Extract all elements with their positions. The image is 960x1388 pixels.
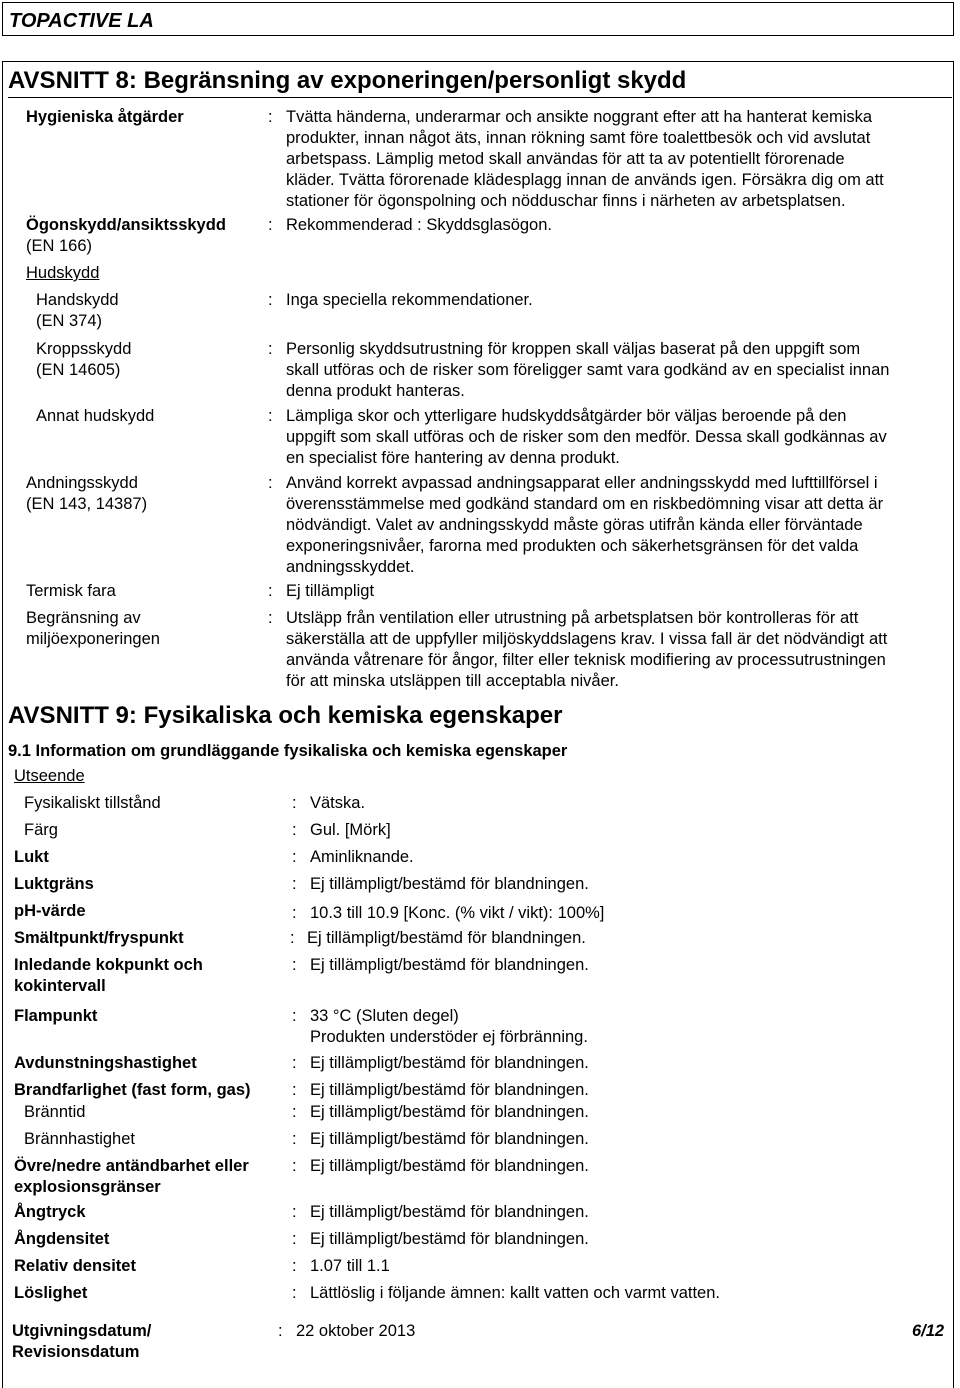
label-line: miljöexponeringen: [26, 630, 160, 648]
property-value: 10.3 till 10.9 [Konc. (% vikt / vikt): 100%]: [310, 904, 605, 922]
property-label: Avdunstningshastighet: [14, 1054, 197, 1072]
text-line: Tvätta händerna, underarmar och ansikte noggrant efter att ha hanterat kemiska: [286, 108, 873, 126]
page-number: 6/12: [912, 1322, 945, 1340]
property-value: Ej tillämpligt/bestämd för blandningen.: [307, 929, 586, 947]
text-line: arbetspass. Lämplig metod skall användas för att ta av potentiellt förorenade: [286, 150, 845, 168]
text-line: stationer för ögonspolning och nödduschar finns i närheten av arbetsplatsen.: [286, 192, 846, 210]
label-line: Kroppsskydd: [36, 340, 132, 358]
colon: :: [292, 956, 297, 974]
section9-title: AVSNITT 9: Fysikaliska och kemiska egenskaper: [8, 702, 563, 729]
text-line: uppgift som skall utföras och de risker som den medför. Dessa skall godkännas av: [286, 428, 887, 446]
colon: :: [268, 216, 273, 234]
colon: :: [292, 1054, 297, 1072]
property-label: [14, 955, 203, 997]
hand-protection-value: Inga speciella rekommendationer.: [286, 291, 533, 309]
colon: :: [292, 1103, 297, 1121]
property-label: Löslighet: [14, 1284, 88, 1302]
label-line: Övre/nedre antändbarhet eller: [14, 1157, 249, 1175]
environmental-exposure-label: [26, 608, 160, 650]
label-line: (EN 166): [26, 237, 93, 255]
label-line: kokintervall: [14, 977, 106, 995]
text-line: denna produkt hanteras.: [286, 382, 465, 400]
property-label: [14, 1156, 249, 1198]
text-line: exponeringsnivåer, farorna med produkten och säkerhetsgränsen för det valda: [286, 537, 859, 555]
value-line: 33 °C (Sluten degel): [310, 1007, 459, 1025]
property-value: Ej tillämpligt/bestämd för blandningen.: [310, 1081, 589, 1099]
property-label: Brandfarlighet (fast form, gas): [14, 1081, 251, 1099]
property-value: Aminliknande.: [310, 848, 414, 866]
property-label: Ångdensitet: [14, 1230, 110, 1248]
respiratory-protection-text: [286, 473, 883, 578]
colon: :: [292, 1081, 297, 1099]
product-title: TOPACTIVE LA: [9, 10, 154, 32]
property-value: Vätska.: [310, 794, 366, 812]
colon: :: [268, 108, 273, 126]
property-value: Ej tillämpligt/bestämd för blandningen.: [310, 1130, 589, 1148]
text-line: Utsläpp från ventilation eller utrustning på arbetsplatsen bör kontrolleras för att: [286, 609, 859, 627]
property-value: Gul. [Mörk]: [310, 821, 391, 839]
property-label: Ångtryck: [14, 1203, 86, 1221]
label-line: Andningsskydd: [26, 474, 138, 492]
label-line: Utgivningsdatum/: [12, 1322, 152, 1340]
text-line: överensstämmelse med godkänd standard om en riskbedömning visar att detta är: [286, 495, 884, 513]
property-label: Brännhastighet: [24, 1130, 135, 1148]
label-line: Ögonskydd/ansiktsskydd: [26, 216, 226, 234]
property-label: Lukt: [14, 848, 49, 866]
thermal-hazard-label: Termisk fara: [26, 582, 116, 600]
property-value: Ej tillämpligt/bestämd för blandningen.: [310, 1157, 589, 1175]
other-skin-protection-text: [286, 406, 887, 469]
eye-protection-value: Rekommenderad : Skyddsglasögon.: [286, 216, 552, 234]
label-line: (EN 374): [36, 312, 103, 330]
section8-divider: [8, 97, 952, 98]
property-label: Fysikaliskt tillstånd: [24, 794, 161, 812]
colon: :: [292, 904, 297, 922]
body-protection-text: [286, 339, 889, 402]
label-line: (EN 14605): [36, 361, 121, 379]
thermal-hazard-value: Ej tillämpligt: [286, 582, 375, 600]
property-value: Ej tillämpligt/bestämd för blandningen.: [310, 1103, 589, 1121]
skin-protection-heading: Hudskydd: [26, 264, 100, 282]
colon: :: [292, 875, 297, 893]
property-label: Färg: [24, 821, 58, 839]
colon: :: [268, 474, 273, 492]
property-label: pH-värde: [14, 902, 86, 920]
colon: :: [292, 1157, 297, 1175]
property-value: 1.07 till 1.1: [310, 1257, 390, 1275]
respiratory-protection-label: [26, 473, 147, 515]
label-line: explosionsgränser: [14, 1178, 161, 1196]
property-label: Relativ densitet: [14, 1257, 136, 1275]
property-value: Ej tillämpligt/bestämd för blandningen.: [310, 956, 589, 974]
property-value: [310, 1006, 588, 1048]
text-line: säkerställa att de uppfyller miljöskyddslagens krav. I vissa fall är det nödvändigt att: [286, 630, 888, 648]
other-skin-protection-label: Annat hudskydd: [36, 407, 155, 425]
property-value: Ej tillämpligt/bestämd för blandningen.: [310, 1203, 589, 1221]
appearance-heading: Utseende: [14, 767, 85, 785]
property-value: Ej tillämpligt/bestämd för blandningen.: [310, 1230, 589, 1248]
colon: :: [268, 582, 273, 600]
text-line: produkter, innan något äts, innan rökning samt före toalettbesök och vid avslutat: [286, 129, 871, 147]
text-line: en specialist före hantering av denna produkt.: [286, 449, 620, 467]
text-line: Lämpliga skor och ytterligare hudskyddsåtgärder bör väljas beroende på den: [286, 407, 847, 425]
colon: :: [278, 1322, 283, 1340]
document-header: [2, 2, 954, 36]
label-line: Handskydd: [36, 291, 119, 309]
eye-protection-label: [26, 215, 226, 257]
text-line: Använd korrekt avpassad andningsapparat eller andningsskydd med lufttillförsel i: [286, 474, 878, 492]
property-label: Luktgräns: [14, 875, 94, 893]
label-line: Inledande kokpunkt och: [14, 956, 203, 974]
section8-title: AVSNITT 8: Begränsning av exponeringen/personligt skydd: [8, 67, 687, 94]
colon: :: [292, 1257, 297, 1275]
property-value: Lättlöslig i följande ämnen: kallt vatten och varmt vatten.: [310, 1284, 720, 1302]
text-line: skall utföras och de risker som föreligger samt vara godkänd av en specialist innan: [286, 361, 890, 379]
colon: :: [290, 929, 295, 947]
colon: :: [292, 848, 297, 866]
section9-subtitle: 9.1 Information om grundläggande fysikaliska och kemiska egenskaper: [8, 742, 568, 760]
colon: :: [292, 1203, 297, 1221]
colon: :: [292, 1230, 297, 1248]
hygiene-label: Hygieniska åtgärder: [26, 108, 184, 126]
text-line: kläder. Tvätta förorenade klädesplagg innan de används igen. Försäkra dig om att: [286, 171, 884, 189]
hand-protection-label: [36, 290, 119, 332]
text-line: använda våtrenare för ångor, filter eller teknisk modifiering av processutrustningen: [286, 651, 886, 669]
text-line: Personlig skyddsutrustning för kroppen skall väljas baserat på den uppgift som: [286, 340, 861, 358]
text-line: andningsskyddet.: [286, 558, 415, 576]
colon: :: [268, 609, 273, 627]
value-line: Produkten understöder ej förbränning.: [310, 1028, 588, 1046]
text-line: för att minska utsläppen till acceptabla nivåer.: [286, 672, 619, 690]
footer-date-value: 22 oktober 2013: [296, 1322, 416, 1340]
property-label: Flampunkt: [14, 1007, 98, 1025]
footer-date-label: [12, 1321, 151, 1363]
label-line: (EN 143, 14387): [26, 495, 148, 513]
property-value: Ej tillämpligt/bestämd för blandningen.: [310, 1054, 589, 1072]
environmental-exposure-text: [286, 608, 887, 692]
colon: :: [292, 1130, 297, 1148]
label-line: Revisionsdatum: [12, 1343, 140, 1361]
body-protection-label: [36, 339, 131, 381]
colon: :: [292, 1007, 297, 1025]
colon: :: [268, 407, 273, 425]
colon: :: [292, 1284, 297, 1302]
label-line: Begränsning av: [26, 609, 141, 627]
property-value: Ej tillämpligt/bestämd för blandningen.: [310, 875, 589, 893]
colon: :: [268, 291, 273, 309]
property-label: Smältpunkt/fryspunkt: [14, 929, 184, 947]
colon: :: [292, 794, 297, 812]
property-label: Bränntid: [24, 1103, 86, 1121]
hygiene-text: [286, 107, 884, 212]
colon: :: [268, 340, 273, 358]
colon: :: [292, 821, 297, 839]
text-line: nödvändigt. Valet av andningsskydd måste göras utifrån kända eller förväntade: [286, 516, 863, 534]
